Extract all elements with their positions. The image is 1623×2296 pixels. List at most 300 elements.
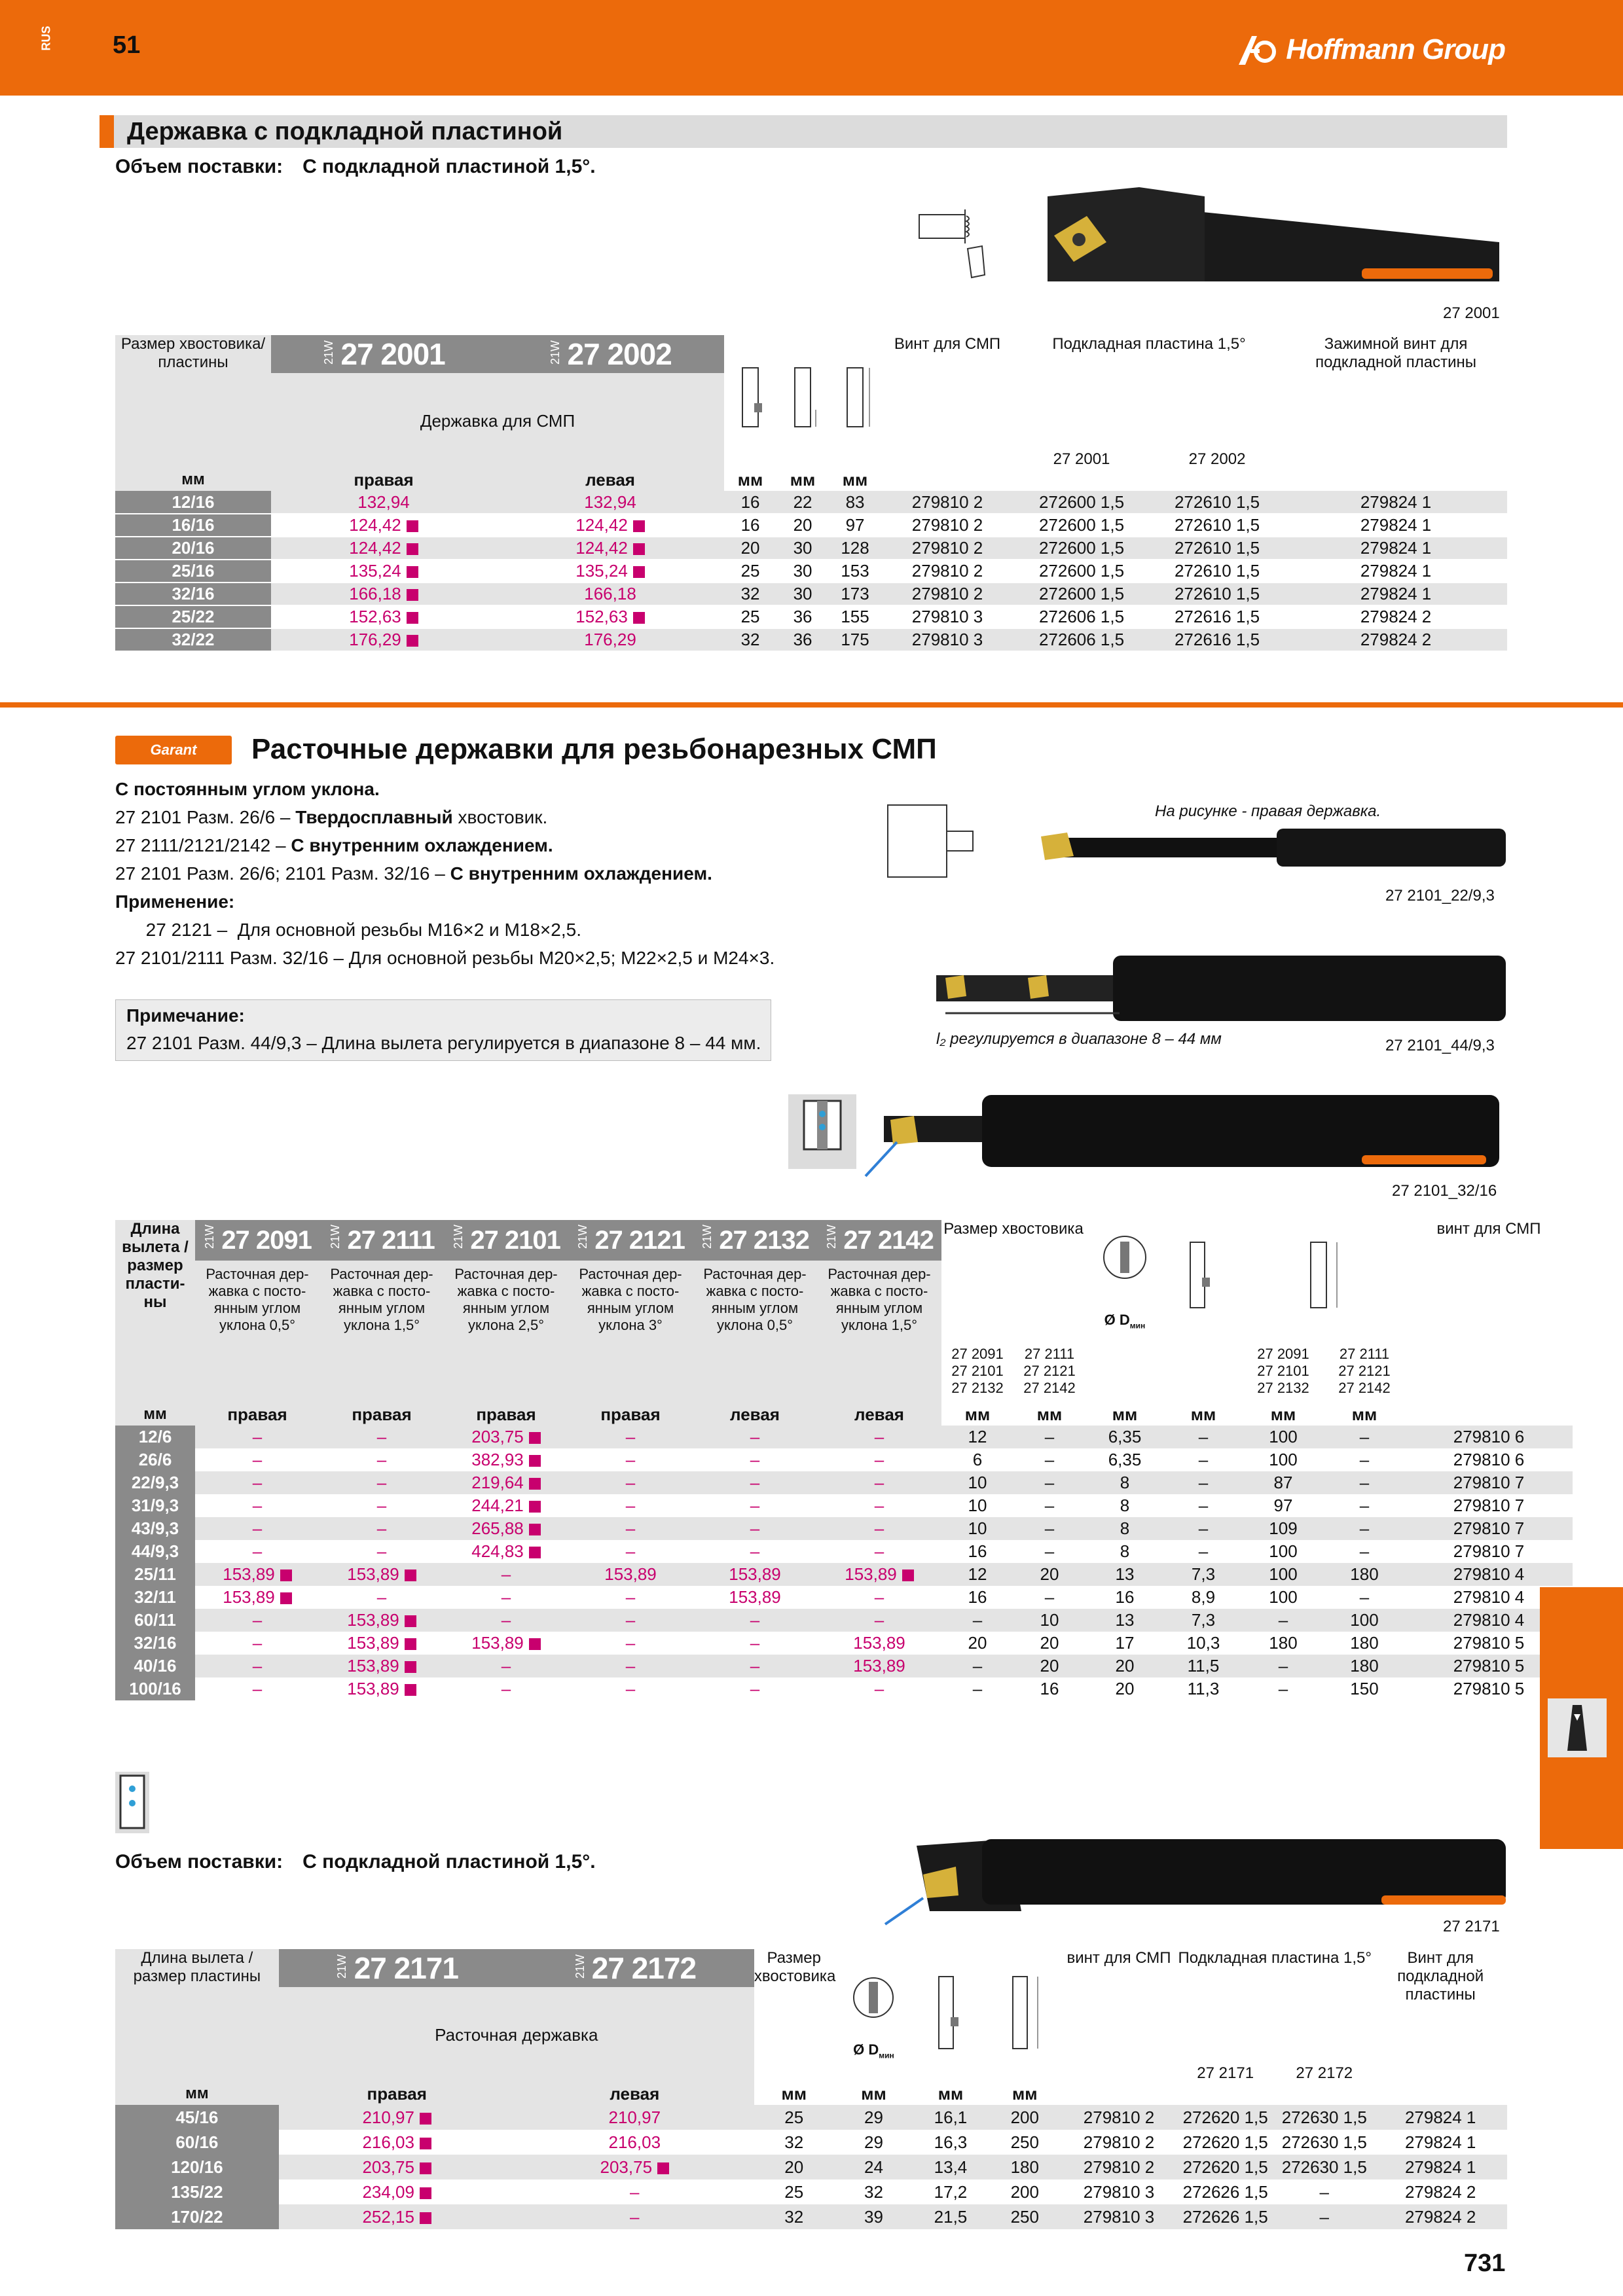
row-value: 279810 7 [1453,1541,1525,1561]
row-value: 272610 1,5 [1174,538,1260,558]
table-row [115,1517,1573,1540]
unit-mm: мм [834,2083,914,2105]
table-row [115,1677,1573,1700]
price-right: 124,42 [271,514,496,537]
row-value: 12 [968,1564,987,1584]
table-row [115,2179,1507,2204]
row-value: 8 [1120,1541,1130,1561]
price-right: 152,63 [271,605,496,628]
row-value: – [1044,1541,1055,1561]
row-value: 279810 2 [911,561,983,581]
description-line: 27 2111/2121/2142 – С внутренним охлаждением. [115,835,553,855]
row-value: 279824 2 [1404,2181,1476,2202]
price-cell: – [501,1587,511,1607]
price-left: 216,03 [608,2132,661,2152]
price-cell: – [501,1656,511,1676]
price-cell: – [750,1541,760,1561]
table-row [115,560,1507,583]
code-272111: 21W 27 2111 [319,1220,444,1261]
row-value: 180 [1350,1633,1379,1653]
row-value: – [1044,1450,1055,1469]
desc-272101: Расточная дер-жавка с посто-янным углом уклона 2,5° [454,1266,558,1333]
price-right: 216,03 [279,2130,515,2155]
row-value: 10 [1040,1610,1059,1630]
row-value: 100 [1269,1450,1298,1469]
holder-image-272001 [917,183,1519,314]
dmin-icon: Ø $D_{мин}$ [1085,1220,1164,1339]
stock-square-icon [529,1432,541,1444]
row-value: 32 [740,630,760,649]
unit-mm: мм [988,2083,1062,2105]
row-value: 180 [1350,1564,1379,1584]
row-value: 279824 1 [1360,584,1432,603]
row-value: 279810 4 [1453,1587,1525,1607]
stock-square-icon [405,1638,416,1650]
row-value: 100 [1269,1427,1298,1446]
code-272002-header [496,335,724,373]
price-cell: – [625,1473,636,1492]
row-value: 100 [1350,1610,1379,1630]
img3-caption: 27 2101_32/16 [1392,1182,1497,1200]
hand-label: правая [600,1404,661,1424]
price-cell: – [376,1473,387,1492]
row-value: 17 [1115,1633,1135,1653]
row-value: – [1198,1541,1209,1561]
stock-square-icon [280,1570,292,1581]
table-row [115,1540,1573,1563]
price-cell: – [252,1610,263,1630]
row-length: 32/16 [115,1632,195,1655]
row-value: 272606 1,5 [1038,607,1125,626]
row-value: 7,3 [1191,1564,1216,1584]
code-272172: 27 2172 [591,1951,697,1985]
row-length: 40/16 [115,1655,195,1677]
price-cell: – [252,1633,263,1653]
row-value: 279810 2 [1083,2157,1155,2177]
price-cell: – [750,1496,760,1515]
row-value: 109 [1269,1518,1298,1538]
row-value: – [1198,1473,1209,1492]
price-right: 166,18 [271,583,496,605]
row-value: 155 [841,607,869,626]
row-value: 16 [740,515,760,535]
holder-label: Расточная державка [279,1987,754,2083]
holder-image-272101-44 [930,956,1519,1034]
desc-272091: Расточная дер-жавка с посто-янным углом уклона 0,5° [206,1266,309,1333]
row-value: 279824 1 [1360,492,1432,512]
table-row [115,1494,1573,1517]
row-value: 272600 1,5 [1038,492,1125,512]
price-cell: 153,89 [729,1587,781,1607]
left-label: левая [585,469,635,490]
stock-square-icon [405,1661,416,1673]
row-size: 32/16 [115,583,271,605]
row-value: 272610 1,5 [1174,515,1260,535]
table-row [115,583,1507,605]
price-cell: – [874,1450,884,1469]
unit-mm: мм [185,2085,209,2102]
price-left: – [630,2206,640,2227]
shim-col-272002: 27 2002 [1188,450,1246,468]
img2-caption: 27 2101_44/9,3 [1385,1037,1495,1054]
price-cell: – [625,1656,636,1676]
stock-square-icon [405,1570,416,1581]
shim-col-272001: 27 2001 [1053,450,1110,468]
row-value: 20 [1040,1564,1059,1584]
row-value: 272630 1,5 [1281,2132,1367,2152]
section1-delivery [115,156,615,178]
chapter-side-tab[interactable] [1540,1587,1623,1849]
stock-square-icon [529,1501,541,1513]
delivery-value: С подкладной пластиной 1,5°. [302,1851,596,1873]
row-value: 8,9 [1191,1587,1216,1607]
description-line: 27 2101/2111 Разм. 32/16 – Для основной резьбы M20×2,5; M22×2,5 и M24×3. [115,948,775,968]
price-cell: – [625,1587,636,1607]
row-value: 279810 4 [1453,1564,1525,1584]
price-left: 166,18 [584,584,636,603]
row-value: 250 [1010,2132,1039,2152]
price-cell: – [625,1679,636,1698]
row-value: 100 [1269,1564,1298,1584]
price-cell: – [750,1473,760,1492]
row-value: 279824 2 [1360,607,1432,626]
row-value: 250 [1010,2206,1039,2227]
img2-note: l₂ регулируется в диапазоне 8 – 44 мм [936,1030,1222,1048]
price-cell: 153,89 [195,1563,319,1586]
brand-logo [1237,30,1505,69]
row-size: 32/22 [115,628,271,651]
price-right: 135,24 [271,560,496,583]
price-cell: – [376,1496,387,1515]
row-value: – [1198,1427,1209,1446]
row-value: – [1278,1610,1288,1630]
stock-square-icon [657,2162,669,2174]
stock-square-icon [407,566,418,578]
row-value: 279810 2 [1083,2132,1155,2152]
price-cell: – [750,1633,760,1653]
stock-square-icon [420,2113,431,2125]
row-value: 279810 6 [1453,1427,1525,1446]
price-cell: – [874,1587,884,1607]
row-length: 32/11 [115,1586,195,1609]
row-value: 25 [784,2181,804,2202]
row-length: 100/16 [115,1677,195,1700]
row-value: – [1359,1473,1370,1492]
row-value: 20 [740,538,760,558]
group-a-codes: 27 2091 27 2101 27 2132 [1257,1346,1309,1396]
description-line: С постоянным углом уклона. [115,779,380,799]
unit-mm: мм [1164,1403,1243,1426]
delivery-label: Объем поставки: [115,1851,283,1873]
row-value: 279810 7 [1453,1518,1525,1538]
unit-mm: мм [181,471,205,488]
unit-mm: мм [754,2083,834,2105]
price-left: 203,75 [515,2155,754,2179]
stock-square-icon [633,612,645,624]
price-cell: 153,89 [817,1563,941,1586]
table-row [115,1448,1573,1471]
row-value: 279824 1 [1404,2132,1476,2152]
row-value: 279824 2 [1360,630,1432,649]
dim-h-icon [724,335,776,469]
group-b-codes: 27 2111 27 2121 27 2142 [1023,1346,1076,1396]
note-heading: Примечание: [126,1005,245,1026]
section3-delivery [115,1851,615,1873]
row-value: 272620 1,5 [1182,2157,1268,2177]
garant-label: Garant [150,742,197,758]
row-value: 279824 1 [1360,538,1432,558]
row-value: – [1359,1518,1370,1538]
shim-plate-header: Подкладная пластина 1,5° [1052,335,1246,353]
price-cell: – [625,1541,636,1561]
price-cell: – [501,1564,511,1584]
screw-smp-header: винт для СМП [1067,1949,1171,1967]
stock-square-icon [529,1524,541,1535]
price-cell: 153,89 [319,1632,444,1655]
screw-smp-header: винт для СМП [1436,1220,1541,1238]
row-value: 36 [793,630,812,649]
row-value: 272600 1,5 [1038,584,1125,603]
row-value: 180 [1010,2157,1039,2177]
price-cell: 153,89 [853,1656,905,1676]
table-row [115,537,1507,560]
price-right: 203,75 [279,2155,515,2179]
stock-square-icon [407,543,418,555]
row-value: – [1198,1450,1209,1469]
row-value: 25 [740,607,760,626]
price-right: 132,94 [357,492,410,512]
row-value: 279824 1 [1404,2107,1476,2127]
table-row [115,1632,1573,1655]
row-value: 17,2 [934,2181,968,2202]
row-value: – [972,1679,983,1698]
row-length: 43/9,3 [115,1517,195,1540]
holder-image-272171 [877,1833,1512,1931]
description-line: 27 2101 Разм. 26/6; 2101 Разм. 32/16 – С внутренним охлаждением. [115,863,712,884]
delivery-value: С подкладной пластиной 1,5°. [302,156,596,177]
row-size: 20/16 [115,537,271,560]
price-right: 124,42 [271,537,496,560]
row-value: 279810 2 [911,538,983,558]
row-value: 279810 3 [911,607,983,626]
row-value: 279810 7 [1453,1473,1525,1492]
price-cell: – [376,1450,387,1469]
row-value: 279810 4 [1453,1610,1525,1630]
section2-title: Расточные державки для резьбонарезных СМП [251,733,937,765]
coolant-icon [788,1094,856,1169]
stock-square-icon [633,543,645,555]
table-row [115,2204,1507,2229]
price-cell: 203,75 [444,1426,568,1448]
row-length: 60/16 [115,2130,279,2155]
shim-col-272172: 27 2172 [1296,2064,1353,2082]
row-value: 83 [845,492,865,512]
row-value: 279824 1 [1360,515,1432,535]
price-cell: 153,89 [729,1564,781,1584]
row-value: 12 [968,1427,987,1446]
row-value: – [1044,1518,1055,1538]
row-value: 173 [841,584,869,603]
price-cell: 153,89 [604,1564,657,1584]
row-value: 279810 7 [1453,1496,1525,1515]
holder-image-272101-32 [858,1090,1512,1181]
code-272091: 21W 27 2091 [195,1220,319,1261]
row-value: 272630 1,5 [1281,2107,1367,2127]
dim-l-icon [829,335,881,469]
language-code: RUS [39,26,53,51]
row-length: 44/9,3 [115,1540,195,1563]
row-value: 150 [1350,1679,1379,1698]
row-value: – [1044,1427,1055,1446]
stock-square-icon [280,1592,292,1604]
price-cell: – [874,1518,884,1538]
note-body: 27 2101 Разм. 44/9,3 – Длина вылета регулируется в диапазоне 8 – 44 мм. [126,1033,761,1053]
row-value: 279824 1 [1360,561,1432,581]
price-left: 135,24 [496,560,724,583]
table-row [115,1586,1573,1609]
row-value: 20 [968,1633,987,1653]
price-cell: 153,89 [853,1633,905,1653]
row-value: 279810 5 [1453,1656,1525,1676]
shim-col-272171: 27 2171 [1197,2064,1254,2082]
price-cell: 265,88 [444,1517,568,1540]
row-value: 175 [841,630,869,649]
row-value: 30 [793,538,812,558]
row-value: 20 [1115,1656,1135,1676]
dim-l-icon [988,1949,1062,2083]
row-value: 20 [784,2157,804,2177]
row-value: 32 [864,2181,883,2202]
price-cell: – [376,1518,387,1538]
desc-272111: Расточная дер-жавка с посто-янным углом уклона 1,5° [330,1266,433,1333]
row-value: 13 [1115,1610,1135,1630]
row-value: 200 [1010,2107,1039,2127]
row-value: 272630 1,5 [1281,2157,1367,2177]
img1-caption: 27 2101_22/9,3 [1385,887,1495,905]
size-header: Размер хвостовика/ пластины [115,335,271,406]
row-value: 279824 2 [1404,2206,1476,2227]
row-value: 272616 1,5 [1174,630,1260,649]
price-cell: – [625,1633,636,1653]
stock-square-icon [407,612,418,624]
table-row [115,2105,1507,2130]
row-value: 272620 1,5 [1182,2132,1268,2152]
price-cell: – [252,1473,263,1492]
price-right: 210,97 [279,2105,515,2130]
stock-square-icon [420,2138,431,2149]
length-header: Длина вылета / размер пластины [115,1949,279,2020]
code-272002: 27 2002 [567,337,672,371]
row-value: 20 [1040,1633,1059,1653]
price-cell: – [252,1496,263,1515]
stock-square-icon [633,520,645,532]
row-value: 272600 1,5 [1038,538,1125,558]
shank-size-header: Размер хвостовика [754,1949,836,1985]
row-length: 22/9,3 [115,1471,195,1494]
hand-label: правая [352,1404,412,1424]
description-line: 27 2121 – Для основной резьбы M16×2 и M18×2,5. [115,920,581,940]
desc-272121: Расточная дер-жавка с посто-янным углом уклона 3° [579,1266,682,1333]
code-272171: 27 2171 [354,1951,458,1985]
row-value: – [1044,1587,1055,1607]
row-value: – [972,1610,983,1630]
price-cell: 153,89 [444,1632,568,1655]
row-value: 272600 1,5 [1038,515,1125,535]
row-length: 12/6 [115,1426,195,1448]
section1-title: Державка с подкладной пластиной [127,117,563,145]
price-cell: 153,89 [195,1586,319,1609]
row-length: 25/11 [115,1563,195,1586]
shank-size-header: Размер хвостовика [943,1220,1084,1238]
row-size: 12/16 [115,491,271,514]
price-left: – [630,2181,640,2202]
row-value: 272610 1,5 [1174,492,1260,512]
price-cell: – [252,1541,263,1561]
price-cell: 153,89 [319,1677,444,1700]
price-cell: – [252,1679,263,1698]
row-size: 25/22 [115,605,271,628]
row-value: – [972,1656,983,1676]
hand-label: правая [227,1404,287,1424]
note-box [115,999,771,1061]
row-value: 32 [740,584,760,603]
price-cell: – [874,1427,884,1446]
table-row [115,605,1507,628]
price-cell: 153,89 [319,1563,444,1586]
description-line: 27 2101 Разм. 26/6 – Твердосплавный хвостовик. [115,807,548,827]
unit-mm: мм [1013,1403,1085,1426]
row-value: – [1044,1473,1055,1492]
clamp-screw-header: Зажимной винт для подкладной пластины [1315,335,1476,371]
dim-l-icon [1243,1220,1405,1339]
row-value: 36 [793,607,812,626]
row-value: – [1319,2181,1329,2202]
unit-mm: мм [143,1405,167,1423]
row-value: 272610 1,5 [1174,584,1260,603]
price-cell: – [874,1473,884,1492]
row-value: 39 [864,2206,883,2227]
row-length: 135/22 [115,2179,279,2204]
section-divider [0,702,1623,708]
unit-mm: мм [913,2083,987,2105]
dim-a-icon [1164,1220,1243,1339]
row-value: 16 [968,1587,987,1607]
row-value: – [1359,1587,1370,1607]
stock-square-icon [529,1455,541,1467]
shim-plate-header: Подкладная пластина 1,5° [1178,1949,1372,1967]
row-value: 24 [864,2157,883,2177]
stock-square-icon [405,1684,416,1696]
row-value: 279810 2 [911,492,983,512]
row-value: 13,4 [934,2157,968,2177]
price-cell: – [252,1427,263,1446]
price-cell: – [874,1496,884,1515]
code-272001-header [271,335,496,373]
unit-mm: мм [1243,1403,1324,1426]
price-cell: – [750,1679,760,1698]
holder-schematic-icon [919,209,985,278]
row-value: 22 [793,492,812,512]
price-cell: – [252,1518,263,1538]
price-cell: – [376,1427,387,1446]
table-row [115,1426,1573,1448]
group-a-codes: 27 2091 27 2101 27 2132 [951,1346,1004,1396]
img1-note: На рисунке - правая державка. [1155,802,1381,820]
row-value: – [1359,1427,1370,1446]
price-cell: – [750,1427,760,1446]
hand-label: правая [476,1404,536,1424]
row-size: 25/16 [115,560,271,583]
